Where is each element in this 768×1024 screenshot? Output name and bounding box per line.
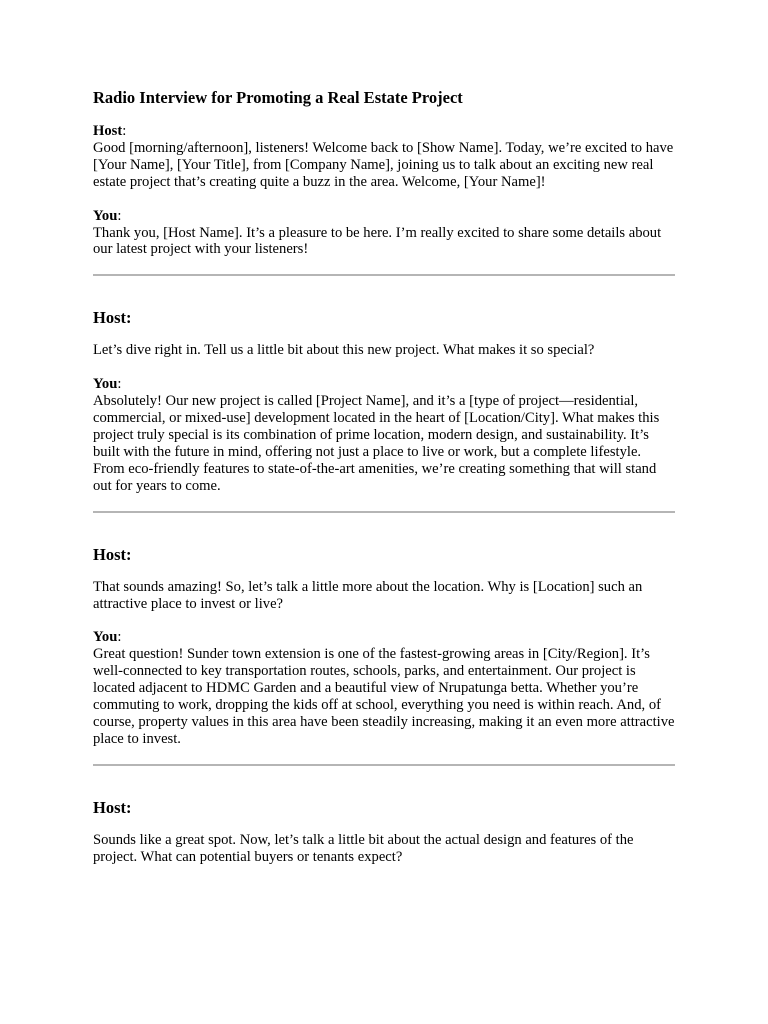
section-3 xyxy=(93,766,675,866)
host-heading: Host: xyxy=(93,544,132,564)
you-speaker xyxy=(93,629,675,646)
intro-you-block xyxy=(93,208,675,259)
host-question-text: Sounds like a great spot. Now, let’s talk a little bit about the actual design and features of the project. What can potential buyers or tenants expect? xyxy=(93,831,634,865)
you-answer-block xyxy=(93,376,675,494)
document-page xyxy=(93,88,675,866)
intro-host-block xyxy=(93,123,675,191)
host-colon: : xyxy=(122,123,127,139)
host-label: Host xyxy=(93,123,123,139)
you-colon: : xyxy=(117,376,122,393)
host-question-text: That sounds amazing! So, let’s talk a little more about the location. Why is [Location] such an attractive place to invest or live? xyxy=(93,578,643,612)
section-2 xyxy=(93,513,675,766)
host-question-text: Let’s dive right in. Tell us a little bit about this new project. What makes it so special? xyxy=(93,342,595,359)
host-question-block xyxy=(93,832,675,866)
intro-host-speaker xyxy=(93,123,675,140)
document-title: Radio Interview for Promoting a Real Estate Project xyxy=(93,88,463,107)
host-question-block xyxy=(93,579,675,613)
intro-you-speaker xyxy=(93,208,675,225)
intro-you-text: Thank you, [Host Name]. It’s a pleasure to be here. I’m really excited to share some details about our latest project with your listeners! xyxy=(93,224,662,258)
host-question-block xyxy=(93,342,675,359)
you-answer-text: Great question! Sunder town extension is one of the fastest-growing areas in [City/Region]. It’s well-connected to key transportation routes, schools, parks, and entertainment. Our project is located adjacent to HDMC Garden and a beautiful view of Nrupatunga betta. Whether you’re commuting to work, dropping the kids off at school, everything you need is within reach. And, of course, property values in this area have been steadily increasing, making it an even more attractive place to invest. xyxy=(93,646,675,747)
you-label: You xyxy=(93,629,118,646)
host-heading: Host: xyxy=(93,308,132,328)
you-speaker xyxy=(93,376,675,393)
you-answer-text: Absolutely! Our new project is called [Project Name], and it’s a [type of project—residential, commercial, or mixed-use] development located in the heart of [Location/City]. What makes this project truly special is its combination of prime location, modern design, and sustainability. It’s built with the future in mind, offering not just a place to live or work, but a complete lifestyle. From eco-friendly features to state-of-the-art amenities, we’re creating something that will stand out for years to come. xyxy=(93,393,660,494)
intro-host-text: Good [morning/afternoon], listeners! Welcome back to [Show Name]. Today, we’re excited to have [Your Name], [Your Title], from [Company Name], joining us to talk about an exciting new real estate project that’s creating quite a buzz in the area. Welcome, [Your Name]! xyxy=(93,139,674,190)
you-colon: : xyxy=(117,629,122,646)
host-heading: Host: xyxy=(93,797,132,817)
section-1 xyxy=(93,276,675,512)
you-answer-block xyxy=(93,629,675,747)
you-label: You xyxy=(93,376,118,393)
you-label: You xyxy=(93,207,118,224)
you-colon: : xyxy=(117,207,122,224)
